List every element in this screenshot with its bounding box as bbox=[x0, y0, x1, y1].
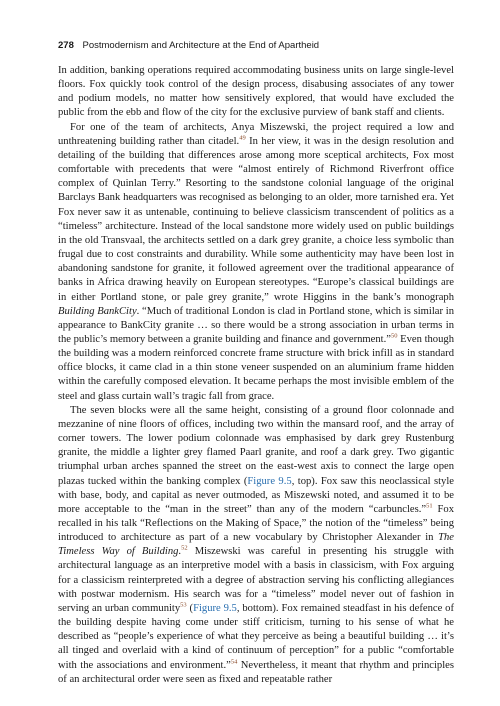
figure-reference-link[interactable]: Figure 9.5 bbox=[193, 602, 237, 614]
text-run: For one of the team of architects, Anya Miszewski, the project required a low and unthreatening building rather than citadel. bbox=[58, 121, 454, 147]
text-run: . bbox=[178, 546, 182, 558]
book-title: Building BankCity bbox=[58, 305, 137, 317]
text-run: . “Much of traditional London is clad in Portland stone, which is similar in appearance to BankCity granite … so there would be a strong association in urban terms in the public’s memory between a granite building and finance and government.” bbox=[58, 305, 454, 345]
body-text bbox=[58, 64, 454, 687]
footnote-marker[interactable]: 54 bbox=[230, 658, 238, 666]
text-run: In her view, it was in the design resolution and detailing of the building that differences arose among more sceptical architects, Fox most comfortable with precedents that were “almost entirely of Richmond Riverfront office complex of Quinlan Terry.” Resorting to the sandstone colonial language of the original Barclays Bank headquarters was recognised as belonging to an older, more tarnished era. Yet Fox never saw it as untenable, continuing to believe classicism transcendent of politics as a “timeless” architecture. Instead of the local sandstone more widely used on public buildings in the old Transvaal, the architects settled on a dark grey granite, a choice less symbolic than frugal due to cost constraints and durability. While some authenticity may have been lost in abandoning sandstone for granite, it followed agreement over the traditional appearance of banks in Africa drawing heavily on European stereotypes. “Europe’s classical buildings are in either Portland stone, or pale grey granite,” wrote Higgins in the bank’s monograph bbox=[58, 135, 454, 303]
footnote-marker[interactable]: 53 bbox=[180, 601, 187, 609]
text-run: Even though the building was a modern reinforced concrete frame structure with brick infill as in standard office blocks, it came clad in a thin stone veneer suspended on an aluminium frame hidden within the carefully composed elevation. It became perhaps the most invisible emblem of the steel and glass curtain wall’s tragic fall from grace. bbox=[58, 333, 454, 402]
text-run: The seven blocks were all the same height, consisting of a ground floor colonnade and mezzanine of nine floors of offices, including two within the mansard roof, and the array of corner towers. The lower podium colonnade was emphasised by dark grey Rustenburg granite, the middle a lighter grey flamed Paarl granite, and roof a dark grey. Two gigantic triumphal urban arches spanned the street on the east-west axis to connect the large open plazas tucked within the banking complex ( bbox=[58, 404, 454, 487]
paragraph bbox=[58, 121, 454, 404]
paragraph bbox=[58, 64, 454, 121]
footnote-marker[interactable]: 50 bbox=[390, 332, 398, 340]
text-run: , top). Fox saw this neoclassical style with base, body, and capital as never outmoded, as Miszewski noted, and assumed it to be more acceptable to the “man in the street” than any of the modern “carbuncles.” bbox=[58, 475, 454, 515]
text-run: Fox recalled in his talk “Reflections on the Making of Space,” the notion of the “timeless” being introduced to architecture as part of a new vocabulary by Christopher Alexander in bbox=[58, 503, 454, 544]
text-run: In addition, banking operations required accommodating business units on large single-level floors. Fox quickly took control of the design process, disabusing associates of any tower and podium models, no matter how sensitively explored, that would have excluded the public from the ebb and flow of the city for the exclusive purview of bank staff and clients. bbox=[58, 65, 454, 119]
footnote-marker[interactable]: 51 bbox=[426, 502, 433, 510]
running-title: Postmodernism and Architecture at the End of Apartheid bbox=[82, 40, 320, 51]
footnote-marker[interactable]: 49 bbox=[239, 134, 246, 142]
figure-reference-link[interactable]: Figure 9.5 bbox=[247, 475, 292, 487]
paragraph bbox=[58, 404, 454, 687]
book-title: The Timeless Way of Building bbox=[58, 532, 454, 558]
page-number: 278 bbox=[58, 40, 74, 51]
running-header bbox=[58, 40, 460, 52]
text-run: Nevertheless, it meant that rhythm and principles of an architectural order were seen as fixed and repeatable rather bbox=[58, 659, 454, 685]
text-run: ( bbox=[186, 602, 194, 614]
footnote-marker[interactable]: 52 bbox=[181, 544, 188, 552]
text-run: Miszewski was careful in presenting his struggle with architectural language as an interpretive model with a basis in classicism, with Fox arguing for a classicism reinterpreted with a degree of abstraction serving his conflicting allegiances with postwar modernism. His search was for a “timeless” model never out of fashion in serving an urban community bbox=[58, 546, 454, 614]
text-run: , bottom). Fox remained steadfast in his defence of the building despite having come under stiff criticism, turning to his sense of what he described as “people’s experience of what they perceive as being a beautiful building … it’s all tinged and overlaid with a kind of continuum of perception” for a public “comfortable with the associations and environment.” bbox=[58, 602, 454, 671]
